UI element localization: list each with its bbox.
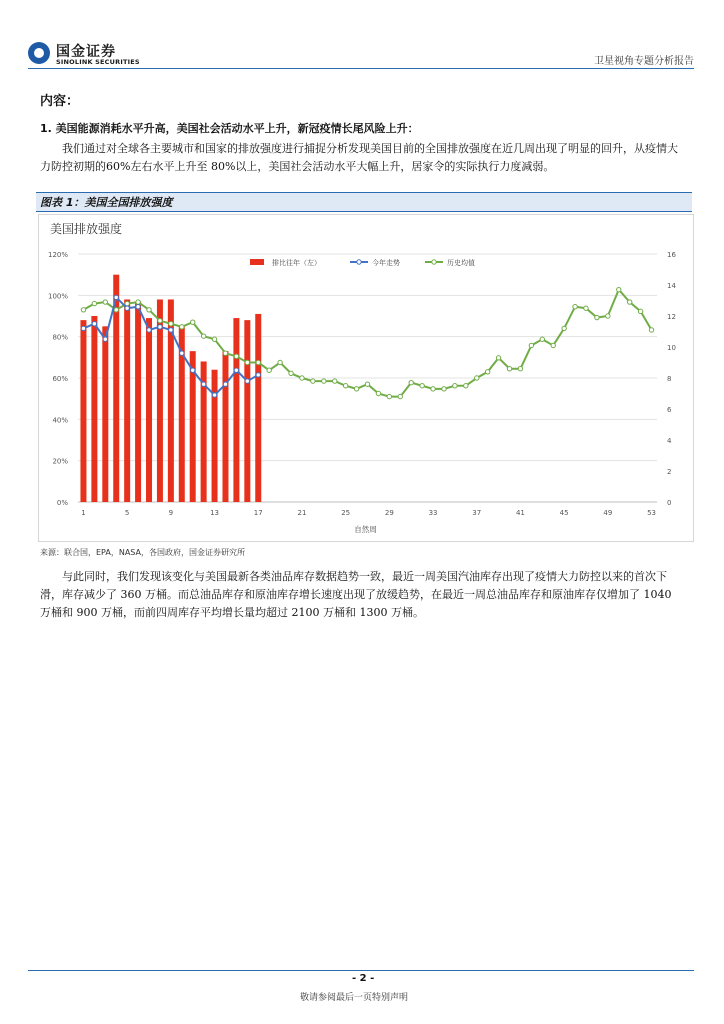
data-point xyxy=(442,387,446,391)
y-right-tick-label: 6 xyxy=(667,406,672,414)
data-point xyxy=(180,325,184,329)
data-point xyxy=(191,368,195,372)
x-tick-label: 17 xyxy=(253,509,263,517)
data-point xyxy=(81,326,85,330)
data-point xyxy=(201,382,205,386)
x-tick-label: 25 xyxy=(341,509,351,517)
bar xyxy=(146,318,152,502)
legend-label: 今年走势 xyxy=(372,259,400,267)
data-point xyxy=(212,337,216,341)
x-tick-label: 1 xyxy=(81,509,86,517)
data-point xyxy=(234,368,238,372)
data-point xyxy=(343,384,347,388)
bar xyxy=(135,302,141,502)
data-point xyxy=(125,306,129,310)
chart-title: 美国排放强度 xyxy=(50,222,123,236)
y-right-tick-label: 12 xyxy=(667,313,676,321)
x-tick-label: 5 xyxy=(124,509,130,517)
data-point xyxy=(158,325,162,329)
item-title: 1. 美国能源消耗水平升高，美国社会活动水平上升，新冠疫情长尾风险上升： xyxy=(40,122,419,135)
data-point xyxy=(92,322,96,326)
x-tick-label: 41 xyxy=(515,509,525,517)
section-label: 内容： xyxy=(40,94,80,109)
data-point xyxy=(606,314,610,318)
bar xyxy=(233,318,239,502)
report-type: 卫星视角专题分析报告 xyxy=(594,56,694,67)
data-point xyxy=(136,305,140,309)
y-right-tick-label: 8 xyxy=(667,375,672,383)
data-point xyxy=(169,328,173,332)
bar xyxy=(255,314,261,502)
company-name-cn: 国金证券 xyxy=(56,44,116,60)
figure-title: 图表 1：美国全国排放强度 xyxy=(40,196,173,209)
paragraph-2: 与此同时，我们发现该变化与美国最新各类油品库存数据趋势一致，最近一周美国汽油库存出现了疫情大力防控以来的首次下滑，库存减少了 360 万桶。而总油品库存和原油库存增长速度出现了放缓趋势，在最近一周总油品库存和原油库存仅增加了 1040 万桶和 900 万桶，而前四周库存平均增长量均超过 2100 万桶和 1300 万桶。 xyxy=(40,570,672,619)
data-point xyxy=(485,370,489,374)
legend-label: 历史均值 xyxy=(447,259,475,267)
bar xyxy=(124,299,130,502)
y-left-tick-label: 100% xyxy=(47,292,68,301)
data-point xyxy=(311,379,315,383)
x-axis-label: 自然周 xyxy=(354,525,377,534)
data-point xyxy=(627,300,631,304)
data-point xyxy=(169,322,173,326)
footer-disclaimer: 敬请参阅最后一页特别声明 xyxy=(300,993,409,1003)
data-point xyxy=(562,326,566,330)
data-point xyxy=(300,376,304,380)
x-tick-label: 37 xyxy=(472,509,482,517)
x-tick-label: 45 xyxy=(559,509,569,517)
data-point xyxy=(507,367,511,371)
data-point xyxy=(573,305,577,309)
chart-source: 来源：联合国，EPA，NASA，各国政府，国金证券研究所 xyxy=(40,548,245,557)
page-number: - 2 - xyxy=(352,973,375,984)
data-point xyxy=(649,328,653,332)
data-point xyxy=(81,308,85,312)
y-left-tick-label: 20% xyxy=(52,457,68,466)
data-point xyxy=(223,382,227,386)
y-left-tick-label: 120% xyxy=(47,251,68,259)
data-point xyxy=(387,394,391,398)
legend-swatch xyxy=(357,260,361,264)
data-point xyxy=(223,351,227,355)
company-name-en: SINOLINK SECURITIES xyxy=(56,58,140,66)
data-point xyxy=(584,306,588,310)
data-point xyxy=(103,300,107,304)
data-point xyxy=(147,328,151,332)
data-point xyxy=(191,320,195,324)
data-point xyxy=(201,334,205,338)
bar xyxy=(222,351,228,502)
data-point xyxy=(125,301,129,305)
x-tick-label: 29 xyxy=(384,509,394,517)
y-left-tick-label: 0% xyxy=(56,499,68,507)
footer-divider xyxy=(28,970,694,971)
data-point xyxy=(551,343,555,347)
data-point xyxy=(267,368,271,372)
data-point xyxy=(180,351,184,355)
data-point xyxy=(256,373,260,377)
data-point xyxy=(617,287,621,291)
data-point xyxy=(256,360,260,364)
data-point xyxy=(376,391,380,395)
data-point xyxy=(158,318,162,322)
data-point xyxy=(333,379,337,383)
legend-swatch xyxy=(432,260,436,264)
y-right-tick-label: 10 xyxy=(667,344,676,352)
data-point xyxy=(638,309,642,313)
x-tick-label: 53 xyxy=(647,509,656,517)
x-tick-label: 13 xyxy=(210,509,220,517)
data-point xyxy=(92,301,96,305)
y-right-tick-label: 4 xyxy=(667,437,672,445)
data-point xyxy=(147,308,151,312)
y-right-tick-label: 16 xyxy=(667,251,676,259)
x-tick-label: 33 xyxy=(428,509,438,517)
data-point xyxy=(114,295,118,299)
data-point xyxy=(245,360,249,364)
paragraph-1: 我们通过对全球各主要城市和国家的排放强度进行捕捉分析发现美国目前的全国排放强度在近几周出现了明显的回升，从疫情大力防控初期的60%左右水平上升至 80%以上，美国社会活动水平大幅上升，居家令的实际执行力度减弱。 xyxy=(40,142,678,173)
data-point xyxy=(518,367,522,371)
legend-swatch xyxy=(250,259,264,265)
data-point xyxy=(453,384,457,388)
y-left-tick-label: 40% xyxy=(52,416,68,425)
data-point xyxy=(431,387,435,391)
y-left-tick-label: 60% xyxy=(52,375,68,383)
x-tick-label: 49 xyxy=(603,509,613,517)
data-point xyxy=(409,380,413,384)
data-point xyxy=(103,337,107,341)
bar xyxy=(91,316,97,502)
data-point xyxy=(398,394,402,398)
data-point xyxy=(322,379,326,383)
bar xyxy=(80,320,86,502)
bar xyxy=(244,320,250,502)
data-point xyxy=(464,384,468,388)
x-tick-label: 21 xyxy=(297,509,307,517)
x-tick-label: 9 xyxy=(168,509,174,517)
bar xyxy=(157,299,163,502)
data-point xyxy=(420,384,424,388)
data-point xyxy=(212,393,216,397)
data-point xyxy=(289,371,293,375)
data-point xyxy=(595,315,599,319)
y-right-tick-label: 14 xyxy=(667,282,676,290)
y-left-tick-label: 80% xyxy=(52,333,68,342)
bar xyxy=(102,326,108,502)
data-point xyxy=(114,308,118,312)
y-right-tick-label: 0 xyxy=(667,499,672,507)
data-point xyxy=(529,343,533,347)
data-point xyxy=(234,354,238,358)
data-point xyxy=(278,360,282,364)
legend-label: 排比往年（左） xyxy=(272,259,321,267)
data-point xyxy=(136,300,140,304)
data-point xyxy=(496,356,500,360)
data-point xyxy=(540,337,544,341)
data-point xyxy=(245,379,249,383)
bar xyxy=(212,370,218,502)
y-right-tick-label: 2 xyxy=(667,468,672,476)
data-point xyxy=(354,387,358,391)
data-point xyxy=(475,376,479,380)
data-point xyxy=(365,382,369,386)
